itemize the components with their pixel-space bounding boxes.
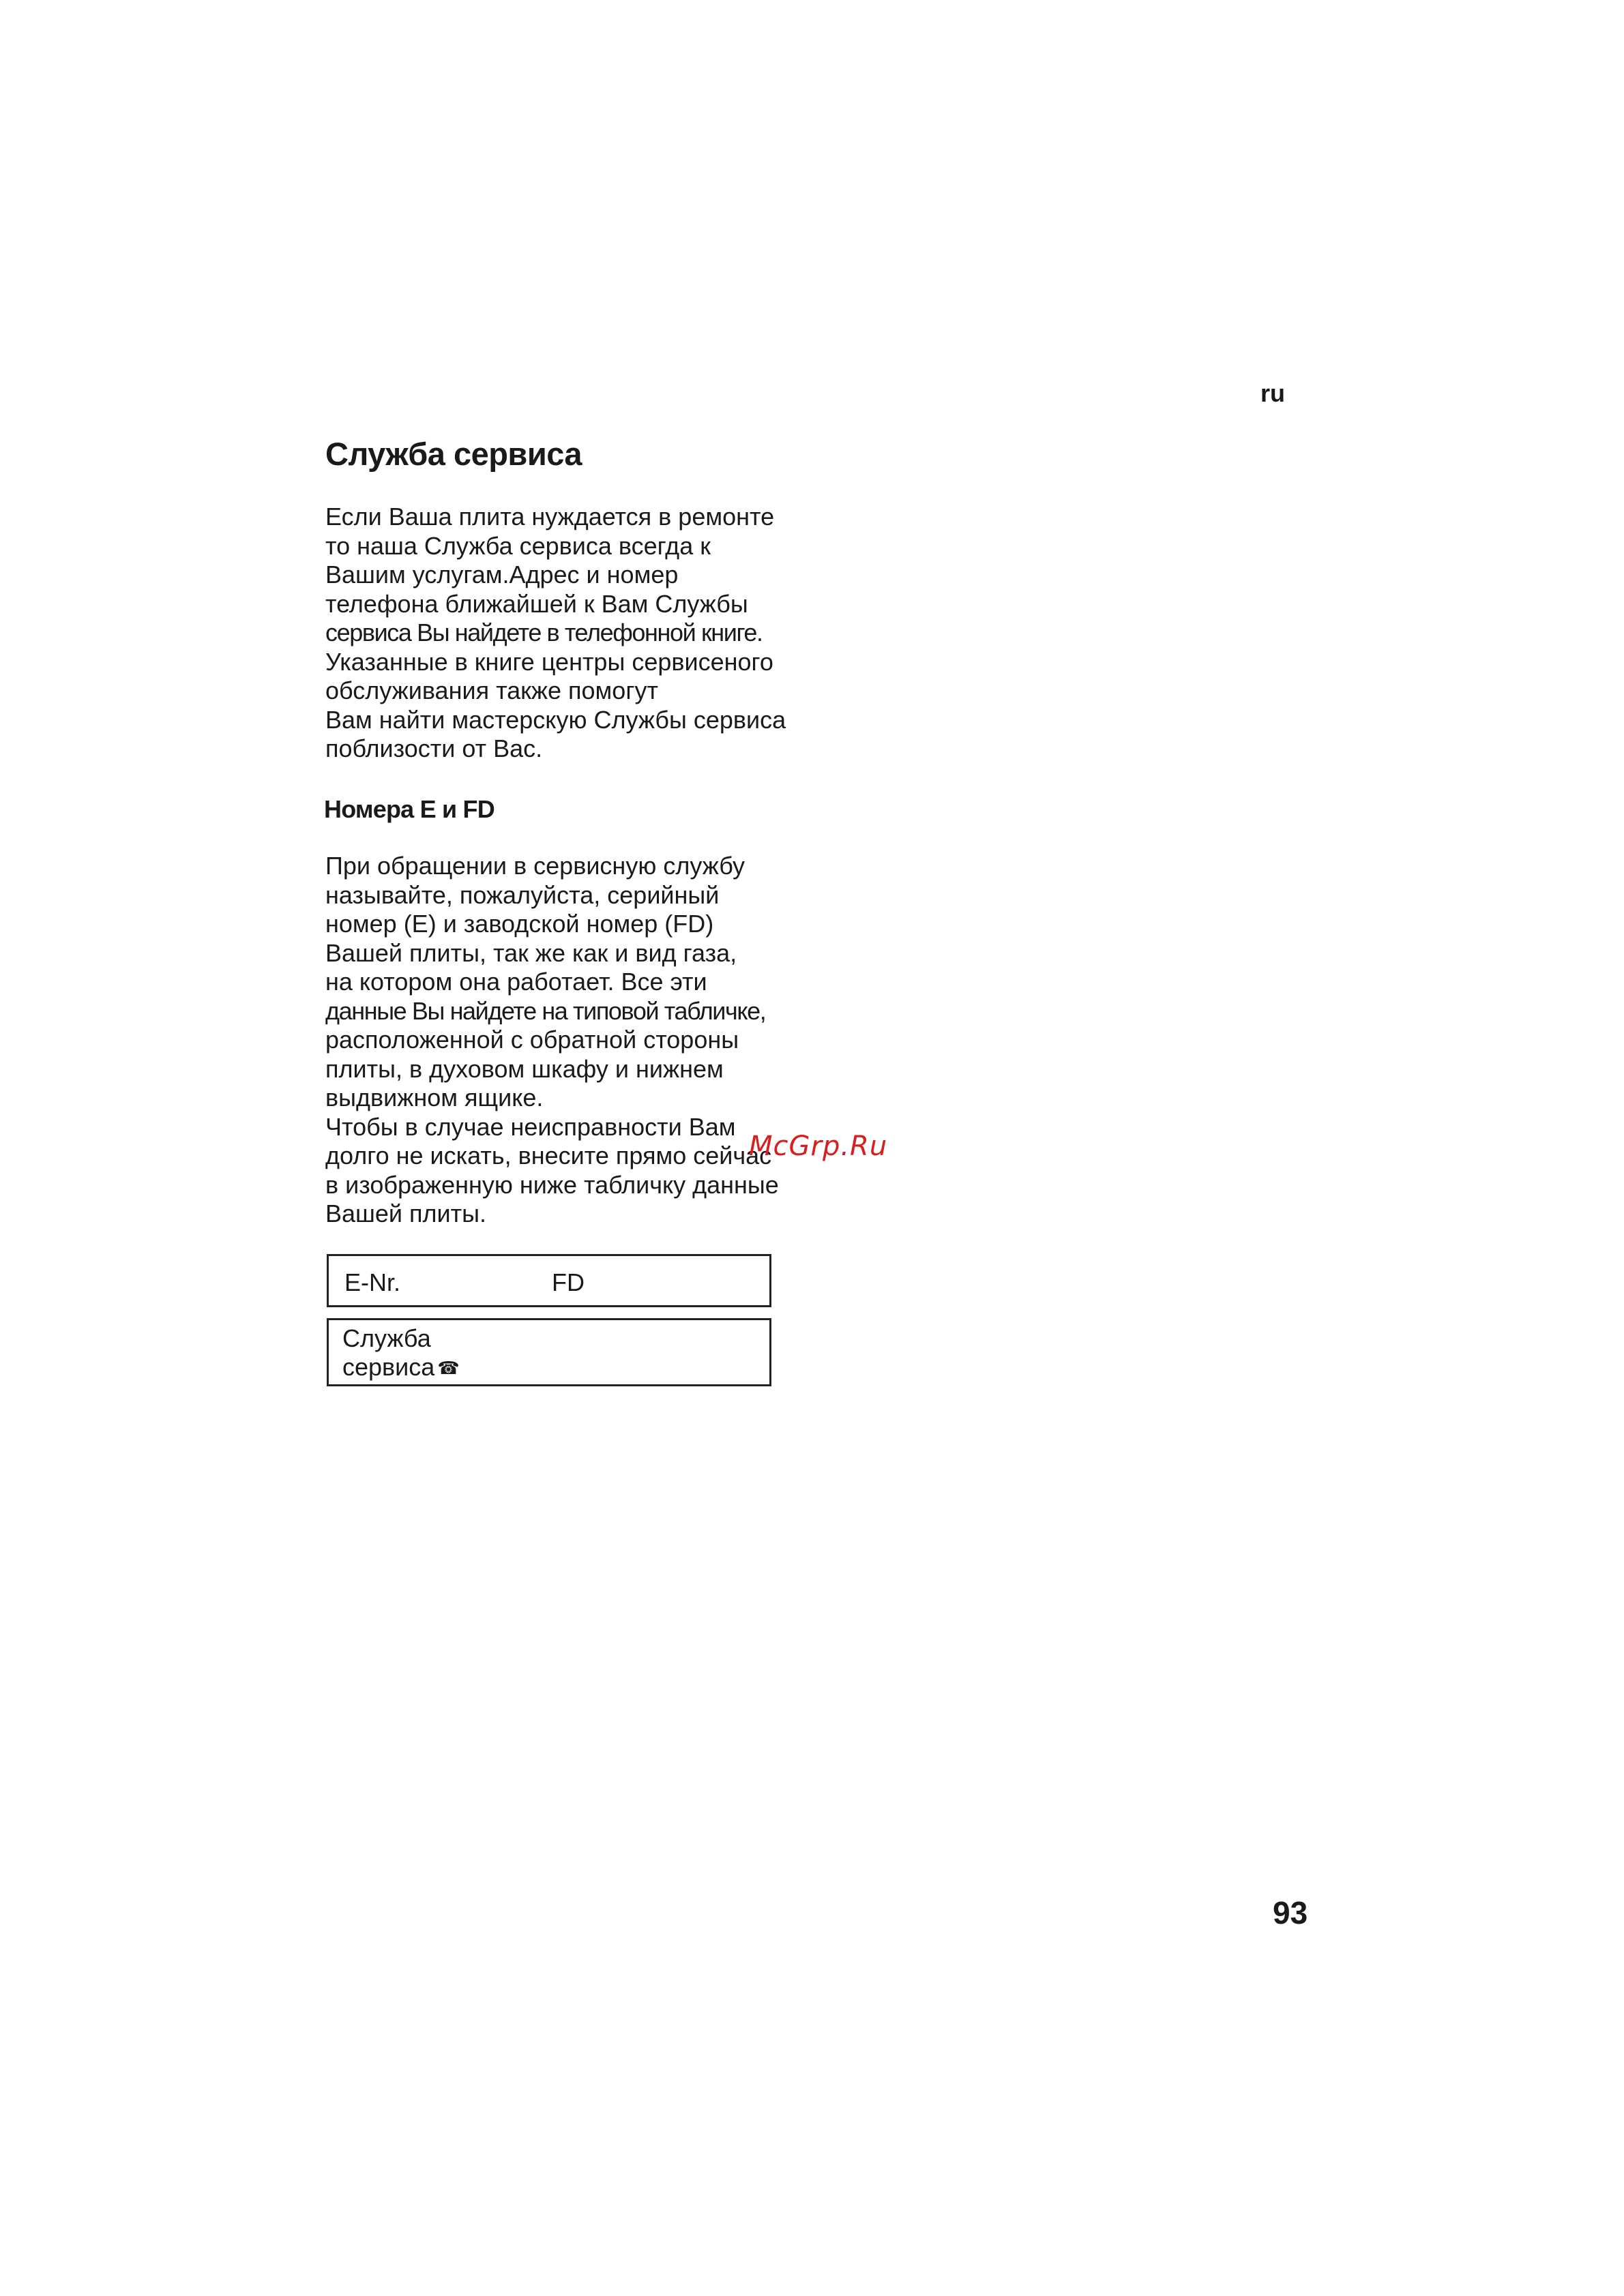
paragraph-line: данные Вы найдете на типовой табличке, [325,996,766,1025]
paragraph-line: Чтобы в случае неисправности Вам [325,1112,736,1141]
fd-label: FD [552,1268,585,1296]
phone-icon: ☎ [437,1358,460,1378]
subsection-title: Номера E и FD [324,795,494,823]
paragraph-line: обслуживания также помогут [325,676,658,704]
service-contact-box[interactable] [327,1318,771,1386]
numbers-paragraph [325,852,844,1229]
paragraph-line: расположенной с обратной стороны [325,1026,739,1054]
paragraph-line: Вашей плиты. [325,1199,487,1227]
paragraph-line: называйте, пожалуйста, серийный [325,880,720,909]
paragraph-line: телефона ближайшей к Вам Службы [325,589,748,618]
paragraph-line: сервиса Вы найдете в телефонной книге. [325,618,763,646]
enr-label: E-Nr. [344,1268,401,1296]
paragraph-line: поблизости от Вас. [325,734,543,762]
paragraph-line: в изображенную ниже табличку данные [325,1170,779,1199]
paragraph-line: плиты, в духовом шкафу и нижнем [325,1054,724,1083]
paragraph-line: номер (E) и заводской номер (FD) [325,910,714,938]
service-label-line-2 [342,1353,460,1382]
service-paragraph [325,503,844,764]
service-label-line-2-text: сервиса [342,1353,435,1381]
paragraph-line: долго не искать, внесите прямо сейчас [325,1142,772,1169]
paragraph-line: Вам найти мастерскую Службы сервиса [325,705,786,734]
watermark: McGrp.Ru [749,1131,888,1162]
paragraph-line: Указанные в книге центры сервисеного [325,647,773,676]
paragraph-line: Вашим услугам.Адрес и номер [325,561,679,588]
paragraph-line: то наша Служба сервиса всегда к [325,531,711,560]
page-number: 93 [1273,1895,1308,1930]
language-tag: ru [1260,379,1285,407]
paragraph-line: на котором она работает. Все эти [325,968,707,996]
service-label-line-1: Служба [342,1324,431,1352]
enr-fd-field-box[interactable] [327,1254,771,1307]
paragraph-line: Вашей плиты, так же как и вид газа, [325,938,737,967]
paragraph-line: При обращении в сервисную службу [325,852,745,880]
paragraph-line: выдвижном ящике. [325,1084,544,1112]
section-title: Служба сервиса [325,436,582,472]
paragraph-line: Если Ваша плита нуждается в ремонте [325,503,775,531]
